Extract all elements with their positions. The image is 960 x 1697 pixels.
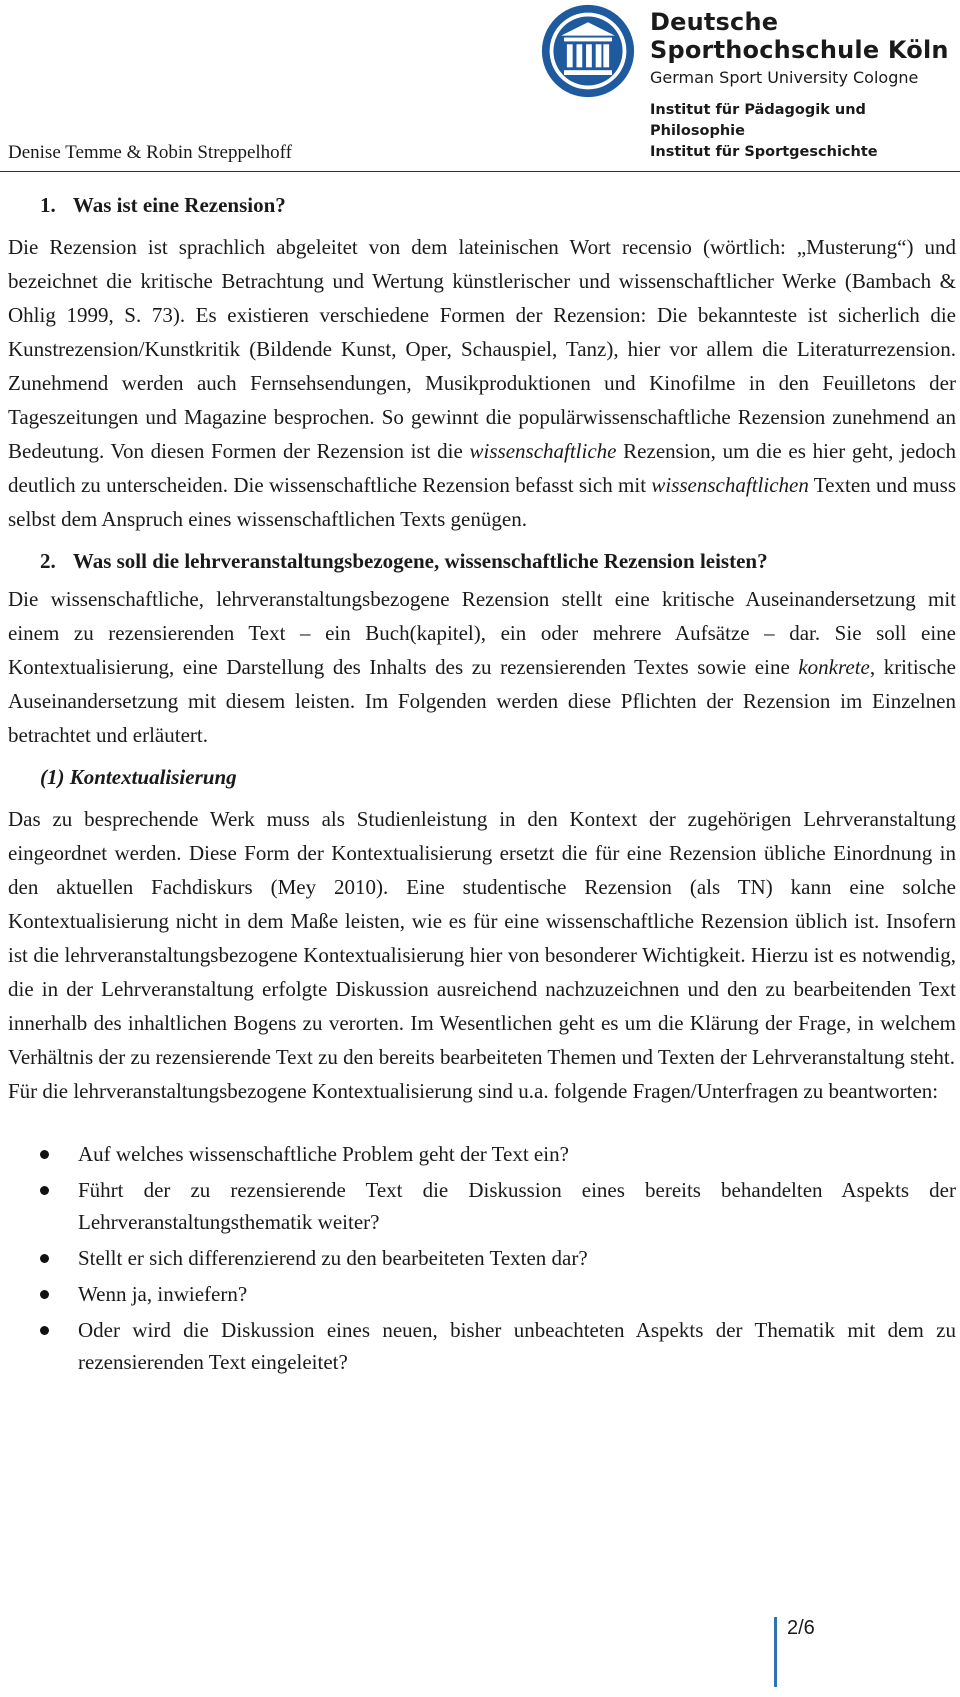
bullet-icon bbox=[40, 1150, 49, 1159]
list-item-text: Stellt er sich differenzierend zu den bearbeiteten Texten dar? bbox=[78, 1246, 588, 1270]
bullet-icon bbox=[40, 1254, 49, 1263]
list-item-text: Oder wird die Diskussion eines neuen, bisher unbeachteten Aspekts der Thematik mit dem zu rezensierenden Text eingeleitet? bbox=[78, 1318, 956, 1374]
section-2-title: Was soll die lehrveranstaltungsbezogene, wissenschaftliche Rezension leisten? bbox=[72, 549, 768, 573]
header-divider bbox=[0, 171, 960, 172]
section-2-text-b: , kritische Auseinandersetzung mit diesem leisten. Im Folgenden werden diese Pflichten der Rezension im Einzelnen betrachtet und erläutert. bbox=[8, 655, 956, 747]
institute-1: Institut für Pädagogik und Philosophie bbox=[650, 102, 866, 139]
list-item bbox=[8, 1174, 956, 1238]
authors: Denise Temme & Robin Streppelhoff bbox=[8, 142, 292, 163]
section-2-text-a: Die wissenschaftliche, lehrveranstaltungsbezogene Rezension stellt eine kritische Auseinandersetzung mit einem zu rezensierenden Text – ein Buch(kapitel), ein oder mehrere Aufsätze – dar. Sie soll eine Kontextualisierung, eine Darstellung des Inhalts des zu rezensierenden Textes sowie eine bbox=[8, 587, 956, 679]
university-english-name: German Sport University Cologne bbox=[650, 68, 919, 87]
university-name-line-2: Sporthochschule Köln bbox=[650, 36, 949, 64]
section-1-number: 1. bbox=[40, 193, 56, 217]
question-list bbox=[8, 1138, 956, 1378]
university-name-line-1: Deutsche bbox=[650, 8, 779, 36]
document-body bbox=[8, 188, 956, 1382]
list-item-text: Führt der zu rezensierende Text die Diskussion eines bereits behandelten Aspekts der Lehrveranstaltungsthematik weiter? bbox=[78, 1178, 956, 1234]
section-1-title: Was ist eine Rezension? bbox=[72, 193, 286, 217]
institutes bbox=[650, 100, 960, 163]
bullet-icon bbox=[40, 1186, 49, 1195]
university-name bbox=[650, 8, 949, 90]
list-item-text: Wenn ja, inwiefern? bbox=[78, 1282, 248, 1306]
section-2-heading bbox=[40, 544, 956, 578]
section-1-paragraph bbox=[8, 230, 956, 536]
list-item bbox=[8, 1242, 956, 1274]
bullet-icon bbox=[40, 1290, 49, 1299]
section-1-text-a: Die Rezension ist sprachlich abgeleitet von dem lateinischen Wort recensio (wörtlich: „Musterung“) und bezeichnet die kritische Betrachtung und Wertung künstlerischer und wissenschaftlicher Werke (Bambach & Ohlig 1999, S. 73). Es existieren verschiedene Formen der Rezension: Die bekannteste ist sicherlich die Kunstrezension/Kunstkritik (Bildende Kunst, Oper, Schauspiel, Tanz), hier vor allem die Literaturrezension. Zunehmend werden auch Fernsehsendungen, Musikproduktionen und Kinofilme in den Feuilletons der Tageszeitungen und Magazine besprochen. So gewinnt die populärwissenschaftliche Rezension zunehmend an Bedeutung. Von diesen Formen der Rezension ist die bbox=[8, 235, 956, 463]
section-2-emphasis: konkrete bbox=[798, 655, 870, 679]
section-1-emphasis-2: wissenschaftlichen bbox=[651, 473, 809, 497]
list-item bbox=[8, 1278, 956, 1310]
subsection-1-paragraph-1: Das zu besprechende Werk muss als Studienleistung in den Kontext der zugehörigen Lehrveranstaltung eingeordnet werden. Diese Form der Kontextualisierung ersetzt die für eine Rezension übliche Einordnung in den aktuellen Fachdiskurs (Mey 2010). Eine studentische Rezension (als TN) kann eine solche Kontextualisierung nicht in dem Maße leisten, wie es für eine wissenschaftliche Rezension üblich ist. Insofern ist die lehrveranstaltungsbezogene Kontextualisierung hier von besonderer Wichtigkeit. Hierzu ist es notwendig, die in der Lehrveranstaltung erfolgte Diskussion ausreichend nachzuzeichnen und den zu bearbeitenden Text innerhalb des inhaltlichen Bogens zu verorten. Im Wesentlichen geht es um die Klärung der Frage, in welchem Verhältnis der zu rezensierende Text zu den bereits bearbeiteten Themen und Texten der Lehrveranstaltung steht. bbox=[8, 807, 956, 1069]
section-1-heading bbox=[40, 188, 956, 222]
section-1-emphasis-1: wissenschaftliche bbox=[469, 439, 617, 463]
section-1-text-b: Rezension, um die es hier geht, jedoch deutlich zu unterscheiden. Die wissenschaftliche Rezension befasst sich mit bbox=[8, 439, 956, 497]
bullet-icon bbox=[40, 1326, 49, 1335]
page-number-marker bbox=[774, 1617, 815, 1687]
list-item-text: Auf welches wissenschaftliche Problem geht der Text ein? bbox=[78, 1142, 569, 1166]
section-1-text-c: Texten und muss selbst dem Anspruch eines wissenschaftlichen Texts genügen. bbox=[8, 473, 956, 531]
list-item bbox=[8, 1314, 956, 1378]
institute-2: Institut für Sportgeschichte bbox=[650, 144, 878, 160]
page-header bbox=[0, 0, 960, 172]
page-number: 2/6 bbox=[787, 1617, 815, 1639]
university-logo-icon bbox=[540, 3, 636, 99]
section-2-number: 2. bbox=[40, 549, 56, 573]
section-2-paragraph bbox=[8, 582, 956, 752]
subsection-1-paragraph-2: Für die lehrveranstaltungsbezogene Kontextualisierung sind u.a. folgende Fragen/Unterfragen zu beantworten: bbox=[8, 1079, 939, 1103]
list-item bbox=[8, 1138, 956, 1170]
subsection-1-heading: (1) Kontextualisierung bbox=[40, 765, 237, 789]
